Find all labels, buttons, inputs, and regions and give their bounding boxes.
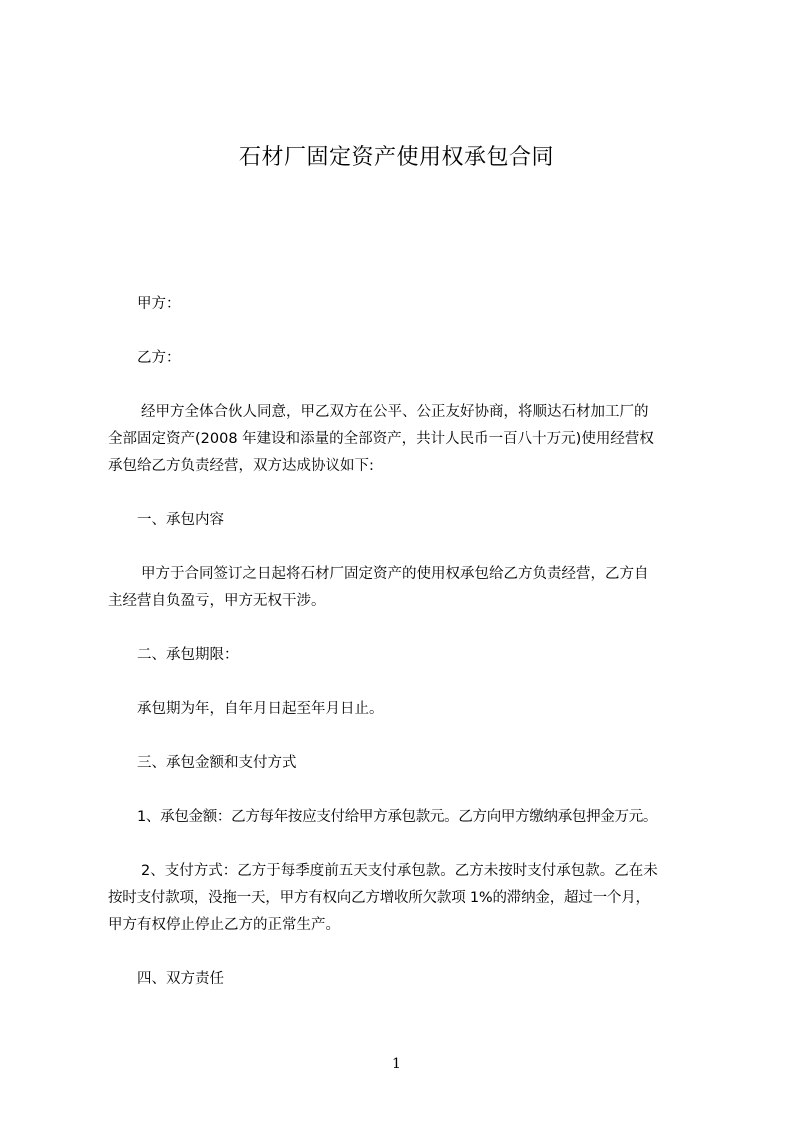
section-2-heading: 二、承包期限： xyxy=(137,647,239,663)
intro-line-3: 承包给乙方负责经营，双方达成协议如下: xyxy=(108,458,374,474)
document-title: 石材厂固定资产使用权承包合同 xyxy=(238,145,554,170)
section-3-item-2-line-2: 按时支付款项，没拖一天，甲方有权向乙方增收所欠款项 1%的滞纳金，超过一个月， xyxy=(108,890,650,906)
section-2-body: 承包期为年，自年月日起至年月日止。 xyxy=(137,701,384,717)
section-3-item-2-line-1: 2、支付方式：乙方于每季度前五天支付承包款。乙方未按时支付承包款。乙在未 xyxy=(141,863,658,879)
section-1-line-2: 主经营自负盈亏，甲方无权干涉。 xyxy=(108,593,326,609)
section-4-heading: 四、双方责任 xyxy=(137,971,224,987)
party-b-label: 乙方： xyxy=(137,350,181,366)
party-a-label: 甲方： xyxy=(137,296,181,312)
section-3-item-2-line-3: 甲方有权停止停止乙方的正常生产。 xyxy=(108,917,340,933)
section-1-heading: 一、承包内容 xyxy=(137,512,224,528)
section-3-heading: 三、承包金额和支付方式 xyxy=(137,755,297,771)
intro-line-2: 全部固定资产(2008 年建设和添量的全部资产，共计人民币一百八十万元)使用经营权 xyxy=(108,431,654,447)
intro-line-1: 经甲方全体合伙人同意，甲乙双方在公平、公正友好协商，将顺达石材加工厂的 xyxy=(141,404,649,420)
section-1-line-1: 甲方于合同签订之日起将石材厂固定资产的使用权承包给乙方负责经营，乙方自 xyxy=(141,566,649,582)
page-number: 1 xyxy=(392,1056,401,1072)
section-3-item-1: 1、承包金额：乙方每年按应支付给甲方承包款元。乙方向甲方缴纳承包押金万元。 xyxy=(137,809,658,825)
